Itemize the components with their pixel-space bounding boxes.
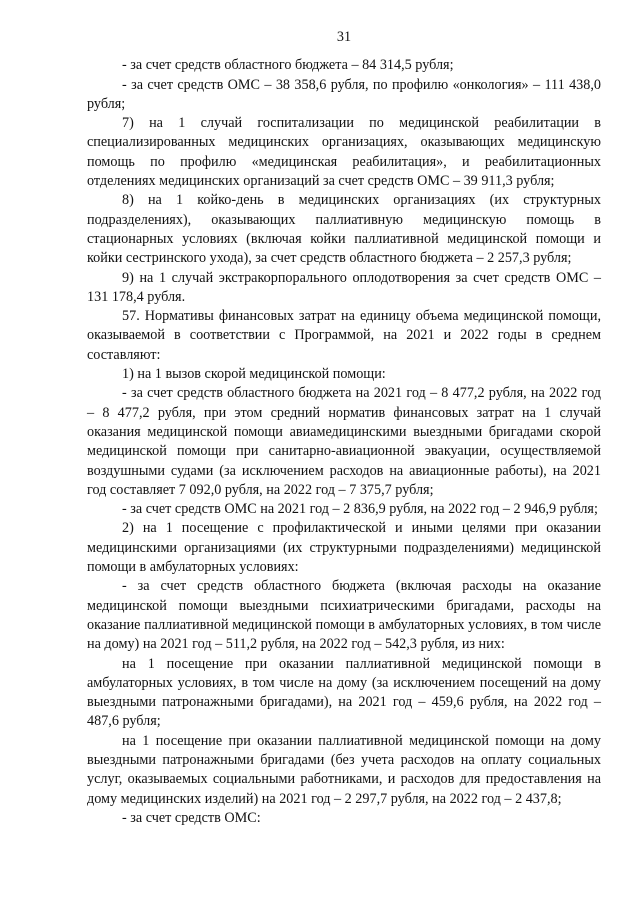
paragraph: 2) на 1 посещение с профилактической и иными целями при оказании медицинскими организациями (их структурными подразделениями) медицинской помощи в амбулаторных условиях: (87, 520, 601, 576)
paragraph: - за счет средств ОМС – 38 358,6 рубля, по профилю «онкология» – 111 438,0 рубля; (87, 76, 601, 112)
page-number: 31 (336, 29, 352, 45)
paragraph: 1) на 1 вызов скорой медицинской помощи: (122, 366, 386, 383)
paragraph: - за счет средств областного бюджета на 2021 год – 8 477,2 рубля, на 2022 год – 8 477,2 рубля, при этом средний норматив финансовых затрат на 1 случай оказания медицинской помощи авиамедицинскими выездными бригадами скорой медицинской помощи при санитарно-авиационной эвакуации, осуществляемой воздушными судами (за исключением расходов на авиационные работы), на 2021 год составляет 7 092,0 рубля, на 2022 год – 7 375,7 рубля; (87, 385, 601, 498)
paragraph: - за счет средств областного бюджета (включая расходы на оказание медицинской помощи выездными психиатрическими бригадами, расходы на оказание паллиативной медицинской помощи в амбулаторных условиях, в том числе на дому) на 2021 год – 511,2 рубля, на 2022 год – 542,3 рубля, из них: (87, 578, 601, 653)
paragraph: 57. Нормативы финансовых затрат на единицу объема медицинской помощи, оказываемой в соответствии с Программой, на 2021 и 2022 годы в среднем составляют: (87, 308, 601, 363)
paragraph: 8) на 1 койко-день в медицинских организациях (их структурных подразделениях), оказывающих паллиативную медицинскую помощь в стационарных условиях (включая койки паллиативной медицинской помощи и койки сестринского ухода), за счет средств областного бюджета – 2 257,3 рубля; (87, 192, 601, 267)
paragraph: 7) на 1 случай госпитализации по медицинской реабилитации в специализированных медицинских организациях, оказывающих медицинскую помощь по профилю «медицинская реабилитация», и реабилитационных отделениях медицинских организаций за счет средств ОМС – 39 911,3 рубля; (87, 115, 601, 190)
paragraph: - за счет средств ОМС на 2021 год – 2 836,9 рубля, на 2022 год – 2 946,9 рубля; (122, 501, 598, 518)
document-page (87, 28, 601, 828)
paragraph: - за счет средств ОМС: (122, 809, 261, 826)
paragraph: 9) на 1 случай экстракорпорального оплодотворения за счет средств ОМС – 131 178,4 рубля. (87, 269, 601, 305)
paragraph: на 1 посещение при оказании паллиативной медицинской помощи в амбулаторных условиях, в том числе на дому (за исключением посещений на дому выездными патронажными бригадами), на 2021 год – 459,6 рубля, на 2022 год – 487,6 рубля; (87, 655, 601, 730)
paragraph: на 1 посещение при оказании паллиативной медицинской помощи на дому выездными патронажными бригадами (без учета расходов на оплату социальных услуг, оказываемых социальными работниками, и расходов для предоставления на дому медицинских изделий) на 2021 год – 2 297,7 рубля, на 2022 год – 2 437,8; (87, 732, 601, 807)
paragraph: - за счет средств областного бюджета – 84 314,5 рубля; (122, 57, 454, 74)
